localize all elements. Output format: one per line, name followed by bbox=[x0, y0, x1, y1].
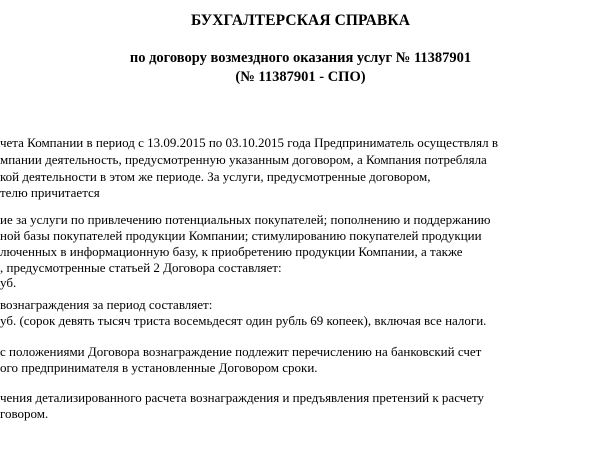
body-line: уб. (сорок девять тысяч триста восемьдесят один рубль 69 копеек), включая все налоги. bbox=[0, 313, 487, 328]
body-line: с положениями Договора вознаграждение подлежит перечислению на банковский счет bbox=[0, 344, 482, 359]
document-subtitle bbox=[0, 49, 601, 87]
body-line: телю причитается bbox=[0, 185, 100, 200]
body-line: говором. bbox=[0, 406, 49, 421]
subtitle-line-1: по договору возмездного оказания услуг № 11387901 bbox=[129, 50, 472, 66]
body-line: чения детализированного расчета вознаграждения и предъявления претензий к расчету bbox=[0, 390, 485, 405]
body-line: кой деятельности в этом же периоде. За услуги, предусмотренные договором, bbox=[0, 169, 431, 184]
subtitle-line-2: (№ 11387901 - СПО) bbox=[235, 69, 366, 85]
body-line: ие за услуги по привлечению потенциальных покупателей; пополнению и поддержанию bbox=[0, 212, 491, 227]
document-title: БУХГАЛТЕРСКАЯ СПРАВКА bbox=[190, 12, 411, 29]
body-line: вознаграждения за период составляет: bbox=[0, 297, 213, 312]
body-line: мпании деятельность, предусмотренную указанным договором, а Компания потребляла bbox=[0, 152, 487, 167]
body-line: люченных в информационную базу, к приобретению продукции Компании, а также bbox=[0, 244, 463, 259]
body-line: уб. bbox=[0, 275, 17, 290]
body-line: , предусмотренные статьей 2 Договора составляет: bbox=[0, 260, 282, 275]
body-line: ной базы покупателей продукции Компании; стимулированию покупателей продукции bbox=[0, 228, 482, 243]
body-line: ого предпринимателя в установленные Договором сроки. bbox=[0, 360, 318, 375]
body-line: чета Компании в период с 13.09.2015 по 03.10.2015 года Предприниматель осуществлял в bbox=[0, 135, 498, 150]
